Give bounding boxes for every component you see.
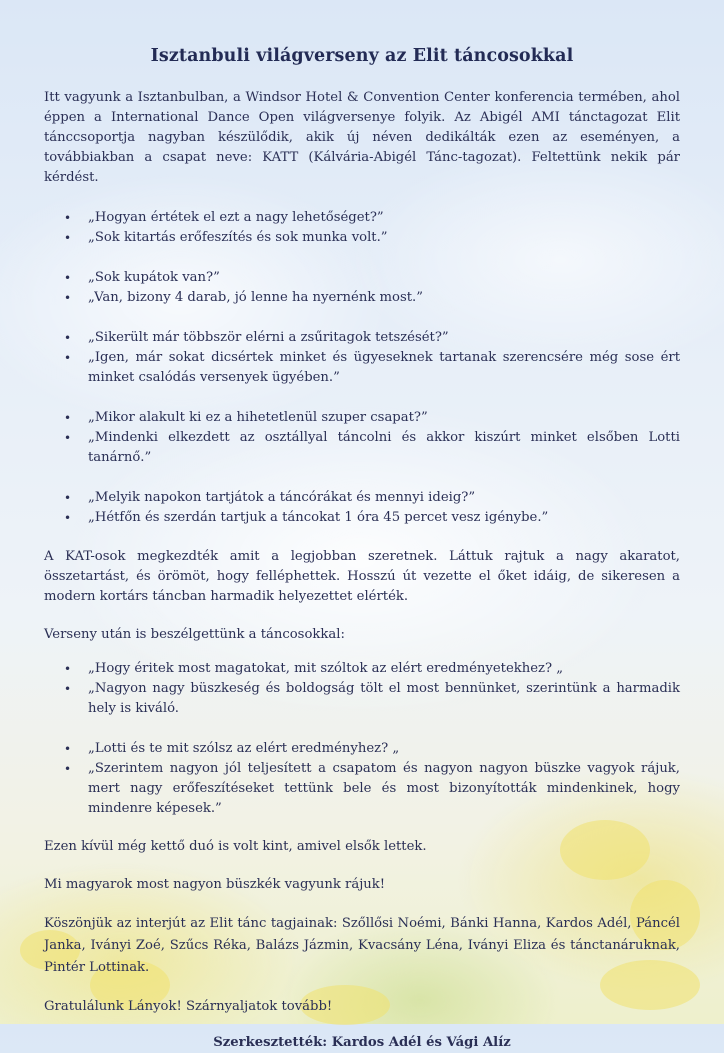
bullet-icon: • <box>64 411 72 425</box>
interview-pair <box>44 408 680 468</box>
bullet-icon: • <box>64 271 72 285</box>
interview-pair <box>44 208 680 248</box>
answer: • „Mindenki elkezdett az osztállyal táncolni és akkor kiszúrt minket elsőben Lotti tanárnő.” <box>64 430 680 465</box>
question: • „Lotti és te mit szólsz az elért eredményhez? „ <box>44 739 680 759</box>
bullet-icon: • <box>64 762 72 776</box>
bullet-icon: • <box>64 491 72 505</box>
answer: • „Szerintem nagyon jól teljesített a csapatom és nagyon nagyon büszke vagyok rájuk, mert nagy erőfeszítéseket tettünk bele és most bizonyították mindenkinek, hogy mindenre képesek.” <box>64 761 680 816</box>
intro-paragraph: Itt vagyunk a Isztanbulban, a Windsor Hotel & Convention Center konferencia termében, ahol éppen a International Dance Open világversenye folyik. Az Abigél AMI tánctagozat Elit tánccsoportja nagyban készülődik, akik új néven dedikálták ezen az eseményen, a továbbiakban a csapat neve: KATT (Kálvária-Abigél Tánc-tagozat). Feltettünk nekik pár kérdést. <box>44 90 680 185</box>
bullet-icon: • <box>64 742 72 756</box>
interview-pair <box>44 659 680 719</box>
interview-pair <box>44 488 680 528</box>
thanks-paragraph: Köszönjük az interjút az Elit tánc tagjainak: Szőllősi Noémi, Bánki Hanna, Kardos Adél, Páncél Janka, Iványi Zoé, Szűcs Réka, Balázs Jázmin, Kvacsány Léna, Iványi Eliza és tánctanáruknak, Pintér Lottinak. <box>44 916 680 975</box>
interview-pair <box>44 328 680 388</box>
bullet-icon: • <box>64 231 72 245</box>
bullet-icon: • <box>64 682 72 696</box>
answer: • „Nagyon nagy büszkeség és boldogság tölt el most bennünket, szerintünk a harmadik hely is kiváló. <box>64 681 680 716</box>
editors-credit: Szerkesztették: Kardos Adél és Vági Alíz <box>213 1035 511 1050</box>
answer: • „Igen, már sokat dicsértek minket és ügyeseknek tartanak szerencsére még sose ért minket csalódás versenyek ügyében.” <box>64 350 680 385</box>
question: • „Melyik napokon tartjátok a táncórákat és mennyi ideig?” <box>44 488 680 508</box>
answer: • „Van, bizony 4 darab, jó lenne ha nyernénk most.” <box>44 288 680 308</box>
bullet-icon: • <box>64 431 72 445</box>
article <box>44 0 680 1053</box>
congrats-paragraph: Gratulálunk Lányok! Szárnyaljatok tovább! <box>44 999 333 1014</box>
answer: • „Sok kitartás erőfeszítés és sok munka volt.” <box>44 228 680 248</box>
bullet-icon: • <box>64 511 72 525</box>
bullet-icon: • <box>64 331 72 345</box>
article-title: Isztanbuli világverseny az Elit táncosokkal <box>150 46 574 66</box>
bullet-icon: • <box>64 662 72 676</box>
question: • „Sok kupátok van?” <box>44 268 680 288</box>
after-competition-paragraph: Verseny után is beszélgettünk a táncosokkal: <box>44 627 345 642</box>
interview-pair <box>44 739 680 819</box>
answer: • „Hétfőn és szerdán tartjuk a táncokat 1 óra 45 percet vesz igénybe.” <box>44 508 680 528</box>
question: • „Hogyan értétek el ezt a nagy lehetőséget?” <box>44 208 680 228</box>
interview-pair <box>44 268 680 308</box>
bullet-icon: • <box>64 291 72 305</box>
bullet-icon: • <box>64 351 72 365</box>
results-paragraph: A KAT-osok megkezdték amit a legjobban szeretnek. Láttuk rajtuk a nagy akaratot, összetartást, és örömöt, hogy felléphettek. Hosszú út vezette el őket idáig, de sikeresen a modern kortárs táncban harmadik helyezettet elérték. <box>44 549 680 604</box>
bullet-icon: • <box>64 211 72 225</box>
question: • „Mikor alakult ki ez a hihetetlenül szuper csapat?” <box>44 408 680 428</box>
question: • „Hogy éritek most magatokat, mit szóltok az elért eredményetekhez? „ <box>44 659 680 679</box>
question: • „Sikerült már többször elérni a zsűritagok tetszését?” <box>44 328 680 348</box>
duo-paragraph: Ezen kívül még kettő duó is volt kint, amivel elsők lettek. <box>44 839 427 854</box>
proud-paragraph: Mi magyarok most nagyon büszkék vagyunk rájuk! <box>44 877 386 892</box>
